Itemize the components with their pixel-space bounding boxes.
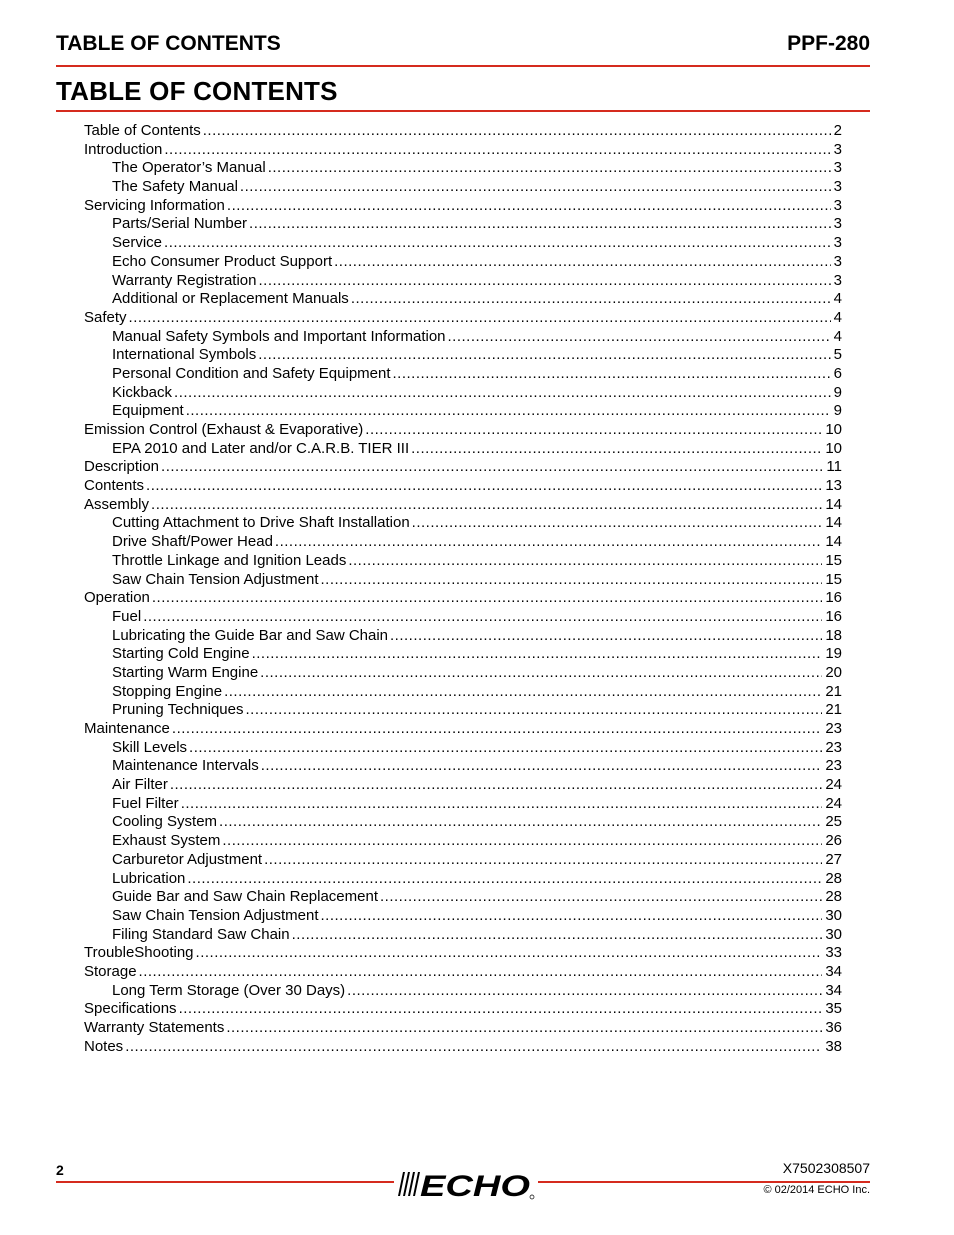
toc-dot-leader [139, 963, 823, 982]
toc-dot-leader [292, 926, 823, 945]
toc-entry-page: 3 [833, 159, 842, 177]
toc-entry-title: Long Term Storage (Over 30 Days) [112, 981, 346, 999]
footer-page-number: 2 [56, 1162, 64, 1178]
toc-entry[interactable] [84, 402, 842, 421]
toc-dot-leader [252, 645, 823, 664]
toc-entry[interactable] [84, 571, 842, 590]
toc-entry[interactable] [84, 215, 842, 234]
toc-entry-page: 3 [833, 252, 842, 270]
toc-entry-page: 6 [833, 364, 842, 382]
toc-entry-title: Additional or Replacement Manuals [112, 290, 349, 308]
toc-dot-leader [259, 272, 831, 291]
toc-entry-title: Service [112, 234, 163, 252]
toc-entry[interactable] [84, 533, 842, 552]
toc-entry-title: Operation [84, 589, 150, 607]
toc-dot-leader [196, 944, 823, 963]
toc-dot-leader [161, 458, 823, 477]
toc-dot-leader [143, 608, 822, 627]
toc-entry-title: Lubricating the Guide Bar and Saw Chain [112, 626, 389, 644]
toc-entry-page: 23 [825, 757, 842, 775]
toc-entry-page: 26 [825, 832, 842, 850]
toc-entry[interactable] [84, 645, 842, 664]
toc-entry-page: 3 [833, 140, 842, 158]
toc-entry[interactable] [84, 197, 842, 216]
toc-entry-title: Safety [84, 308, 127, 326]
toc-dot-leader [170, 776, 822, 795]
toc-entry-title: Guide Bar and Saw Chain Replacement [112, 888, 378, 906]
title-rule [56, 110, 870, 112]
toc-dot-leader [321, 571, 823, 590]
toc-entry-title: Introduction [84, 140, 163, 158]
toc-entry-page: 21 [825, 701, 842, 719]
toc-entry[interactable] [84, 683, 842, 702]
toc-entry[interactable] [84, 776, 842, 795]
toc-entry-title: EPA 2010 and Later and/or C.A.R.B. TIER III [112, 439, 410, 457]
toc-entry-title: Saw Chain Tension Adjustment [112, 906, 319, 924]
toc-entry-page: 14 [825, 514, 842, 532]
header-model-number: PPF-280 [787, 32, 870, 55]
toc-dot-leader [151, 496, 822, 515]
toc-entry-title: Storage [84, 962, 137, 980]
toc-dot-leader [186, 402, 831, 421]
toc-entry-title: Assembly [84, 495, 150, 513]
toc-entry-page: 3 [833, 196, 842, 214]
toc-list [84, 122, 842, 1056]
toc-entry-page: 34 [825, 981, 842, 999]
toc-dot-leader [227, 197, 831, 216]
toc-entry-title: Fuel [112, 607, 142, 625]
header-section-title: TABLE OF CONTENTS [56, 32, 281, 55]
toc-entry-page: 14 [825, 495, 842, 513]
toc-entry-page: 4 [833, 327, 842, 345]
footer-rule-left [56, 1181, 394, 1183]
toc-entry-page: 30 [825, 925, 842, 943]
toc-entry-page: 4 [833, 308, 842, 326]
toc-entry-page: 28 [825, 869, 842, 887]
toc-dot-leader [224, 683, 822, 702]
toc-entry-title: Fuel Filter [112, 794, 179, 812]
toc-entry-page: 23 [825, 738, 842, 756]
toc-entry-title: Starting Cold Engine [112, 645, 250, 663]
toc-dot-leader [249, 215, 831, 234]
toc-entry-page: 28 [825, 888, 842, 906]
toc-entry-title: Stopping Engine [112, 682, 223, 700]
toc-entry-title: Starting Warm Engine [112, 663, 259, 681]
toc-entry-page: 10 [825, 421, 842, 438]
toc-dot-leader [268, 159, 831, 178]
toc-entry[interactable] [84, 701, 842, 720]
toc-entry-page: 15 [825, 551, 842, 569]
toc-entry-page: 36 [825, 1019, 842, 1036]
toc-entry-page: 20 [825, 663, 842, 681]
toc-entry[interactable] [84, 552, 842, 571]
toc-entry[interactable] [84, 496, 842, 515]
toc-dot-leader [258, 346, 830, 365]
toc-entry-title: Skill Levels [112, 738, 188, 756]
toc-entry[interactable] [84, 234, 842, 253]
toc-entry[interactable] [84, 309, 842, 328]
toc-entry[interactable] [84, 421, 842, 440]
toc-entry-title: Description [84, 458, 160, 476]
toc-dot-leader [448, 328, 831, 347]
footer-rule-right [538, 1181, 870, 1183]
toc-entry[interactable] [84, 178, 842, 197]
toc-dot-leader [181, 795, 823, 814]
toc-entry[interactable] [84, 926, 842, 945]
toc-dot-leader [261, 757, 823, 776]
toc-entry-title: Cutting Attachment to Drive Shaft Installation [112, 514, 410, 532]
toc-entry-page: 23 [825, 720, 842, 737]
toc-entry-page: 35 [825, 1000, 842, 1018]
toc-dot-leader [222, 832, 822, 851]
toc-dot-leader [365, 421, 822, 440]
header-rule [56, 65, 870, 67]
toc-entry[interactable] [84, 757, 842, 776]
toc-entry[interactable] [84, 440, 842, 459]
toc-entry[interactable] [84, 907, 842, 926]
toc-dot-leader [219, 813, 822, 832]
toc-entry[interactable] [84, 346, 842, 365]
page-title: TABLE OF CONTENTS [56, 76, 338, 106]
running-header [56, 30, 870, 60]
toc-dot-leader [264, 851, 822, 870]
toc-entry-title: Specifications [84, 1000, 177, 1018]
toc-entry-page: 24 [825, 794, 842, 812]
toc-entry-title: Maintenance [84, 720, 170, 737]
toc-dot-leader [164, 234, 831, 253]
echo-logo-text: ECHO [420, 1170, 530, 1200]
toc-dot-leader [321, 907, 823, 926]
toc-entry[interactable] [84, 253, 842, 272]
toc-entry[interactable] [84, 664, 842, 683]
toc-entry[interactable] [84, 290, 842, 309]
toc-entry-title: Warranty Statements [84, 1019, 225, 1036]
toc-dot-leader [189, 739, 822, 758]
toc-entry-title: Warranty Registration [112, 271, 257, 289]
toc-entry[interactable] [84, 963, 842, 982]
toc-entry-page: 14 [825, 533, 842, 551]
toc-entry-page: 9 [833, 402, 842, 420]
toc-entry-page: 38 [825, 1037, 842, 1055]
toc-entry-page: 25 [825, 813, 842, 831]
toc-entry[interactable] [84, 608, 842, 627]
toc-entry-title: TroubleShooting [84, 944, 194, 962]
toc-entry-title: Drive Shaft/Power Head [112, 533, 273, 551]
toc-entry-page: 34 [825, 962, 842, 980]
toc-dot-leader [351, 290, 831, 309]
toc-entry-title: The Safety Manual [112, 178, 238, 196]
toc-entry-title: Equipment [112, 402, 184, 420]
echo-logo-icon [394, 1166, 538, 1200]
toc-entry-title: Notes [84, 1037, 124, 1055]
toc-entry-title: Echo Consumer Product Support [112, 252, 333, 270]
toc-entry-page: 16 [825, 589, 842, 607]
toc-dot-leader [203, 122, 831, 141]
toc-entry-page: 3 [833, 178, 842, 196]
toc-entry-title: Emission Control (Exhaust & Evaporative) [84, 421, 364, 438]
toc-entry-title: Air Filter [112, 776, 168, 794]
toc-entry-page: 30 [825, 906, 842, 924]
toc-dot-leader [380, 888, 822, 907]
toc-entry[interactable] [84, 272, 842, 291]
toc-entry[interactable] [84, 851, 842, 870]
toc-dot-leader [275, 533, 822, 552]
toc-entry-title: The Operator’s Manual [112, 159, 266, 177]
toc-dot-leader [146, 477, 822, 496]
toc-entry-page: 13 [825, 477, 842, 495]
toc-entry-page: 10 [825, 439, 842, 457]
toc-entry[interactable] [84, 141, 842, 160]
toc-entry-page: 3 [833, 271, 842, 289]
toc-dot-leader [245, 701, 822, 720]
toc-entry[interactable] [84, 720, 842, 739]
toc-entry-page: 18 [825, 626, 842, 644]
toc-dot-leader [226, 1019, 822, 1038]
toc-dot-leader [187, 870, 822, 889]
toc-entry[interactable] [84, 384, 842, 403]
toc-dot-leader [412, 514, 823, 533]
toc-dot-leader [393, 365, 831, 384]
toc-entry-page: 9 [833, 383, 842, 401]
toc-entry-page: 16 [825, 607, 842, 625]
toc-entry-page: 15 [825, 570, 842, 588]
toc-entry-title: Lubrication [112, 869, 186, 887]
toc-dot-leader [164, 141, 830, 160]
toc-entry-page: 2 [833, 122, 842, 139]
toc-entry[interactable] [84, 1038, 842, 1057]
toc-entry-title: Servicing Information [84, 196, 225, 214]
toc-entry[interactable] [84, 458, 842, 477]
toc-dot-leader [172, 720, 822, 739]
toc-entry-title: Table of Contents [84, 122, 201, 139]
toc-entry-title: Maintenance Intervals [112, 757, 259, 775]
toc-entry-title: International Symbols [112, 346, 257, 364]
toc-entry[interactable] [84, 122, 842, 141]
toc-entry-title: Throttle Linkage and Ignition Leads [112, 551, 347, 569]
toc-dot-leader [174, 384, 831, 403]
toc-entry-page: 21 [825, 682, 842, 700]
toc-entry[interactable] [84, 1000, 842, 1019]
toc-dot-leader [125, 1038, 822, 1057]
toc-entry-title: Personal Condition and Safety Equipment [112, 364, 391, 382]
toc-entry-page: 5 [833, 346, 842, 364]
toc-entry[interactable] [84, 888, 842, 907]
toc-entry-title: Kickback [112, 383, 173, 401]
toc-entry[interactable] [84, 813, 842, 832]
toc-dot-leader [334, 253, 831, 272]
toc-dot-leader [390, 627, 822, 646]
toc-entry[interactable] [84, 832, 842, 851]
toc-entry[interactable] [84, 870, 842, 889]
toc-entry-title: Carburetor Adjustment [112, 850, 263, 868]
toc-entry[interactable] [84, 944, 842, 963]
toc-entry[interactable] [84, 795, 842, 814]
footer-document-code: X7502308507 [782, 1160, 870, 1176]
toc-entry[interactable] [84, 514, 842, 533]
toc-entry[interactable] [84, 982, 842, 1001]
toc-dot-leader [348, 552, 822, 571]
toc-entry-title: Filing Standard Saw Chain [112, 925, 290, 943]
toc-entry-title: Contents [84, 477, 145, 495]
toc-dot-leader [240, 178, 831, 197]
toc-entry[interactable] [84, 1019, 842, 1038]
toc-entry[interactable] [84, 365, 842, 384]
toc-entry[interactable] [84, 589, 842, 608]
toc-entry-title: Exhaust System [112, 832, 221, 850]
toc-entry-page: 3 [833, 215, 842, 233]
toc-entry[interactable] [84, 159, 842, 178]
toc-dot-leader [347, 982, 822, 1001]
toc-entry-title: Parts/Serial Number [112, 215, 248, 233]
toc-entry-title: Pruning Techniques [112, 701, 244, 719]
toc-entry[interactable] [84, 477, 842, 496]
toc-dot-leader [179, 1000, 823, 1019]
toc-dot-leader [260, 664, 822, 683]
toc-entry[interactable] [84, 328, 842, 347]
toc-entry-title: Saw Chain Tension Adjustment [112, 570, 319, 588]
toc-entry-page: 4 [833, 290, 842, 308]
toc-entry-page: 3 [833, 234, 842, 252]
toc-entry-page: 27 [825, 850, 842, 868]
toc-entry-title: Cooling System [112, 813, 218, 831]
toc-entry-page: 19 [825, 645, 842, 663]
toc-entry-title: Manual Safety Symbols and Important Information [112, 327, 446, 345]
toc-entry-page: 24 [825, 776, 842, 794]
toc-dot-leader [152, 589, 822, 608]
toc-entry[interactable] [84, 739, 842, 758]
toc-dot-leader [411, 440, 822, 459]
footer-copyright: © 02/2014 ECHO Inc. [763, 1184, 870, 1196]
toc-entry-page: 33 [825, 944, 842, 962]
toc-dot-leader [129, 309, 831, 328]
toc-entry[interactable] [84, 627, 842, 646]
toc-entry-page: 11 [826, 458, 842, 476]
